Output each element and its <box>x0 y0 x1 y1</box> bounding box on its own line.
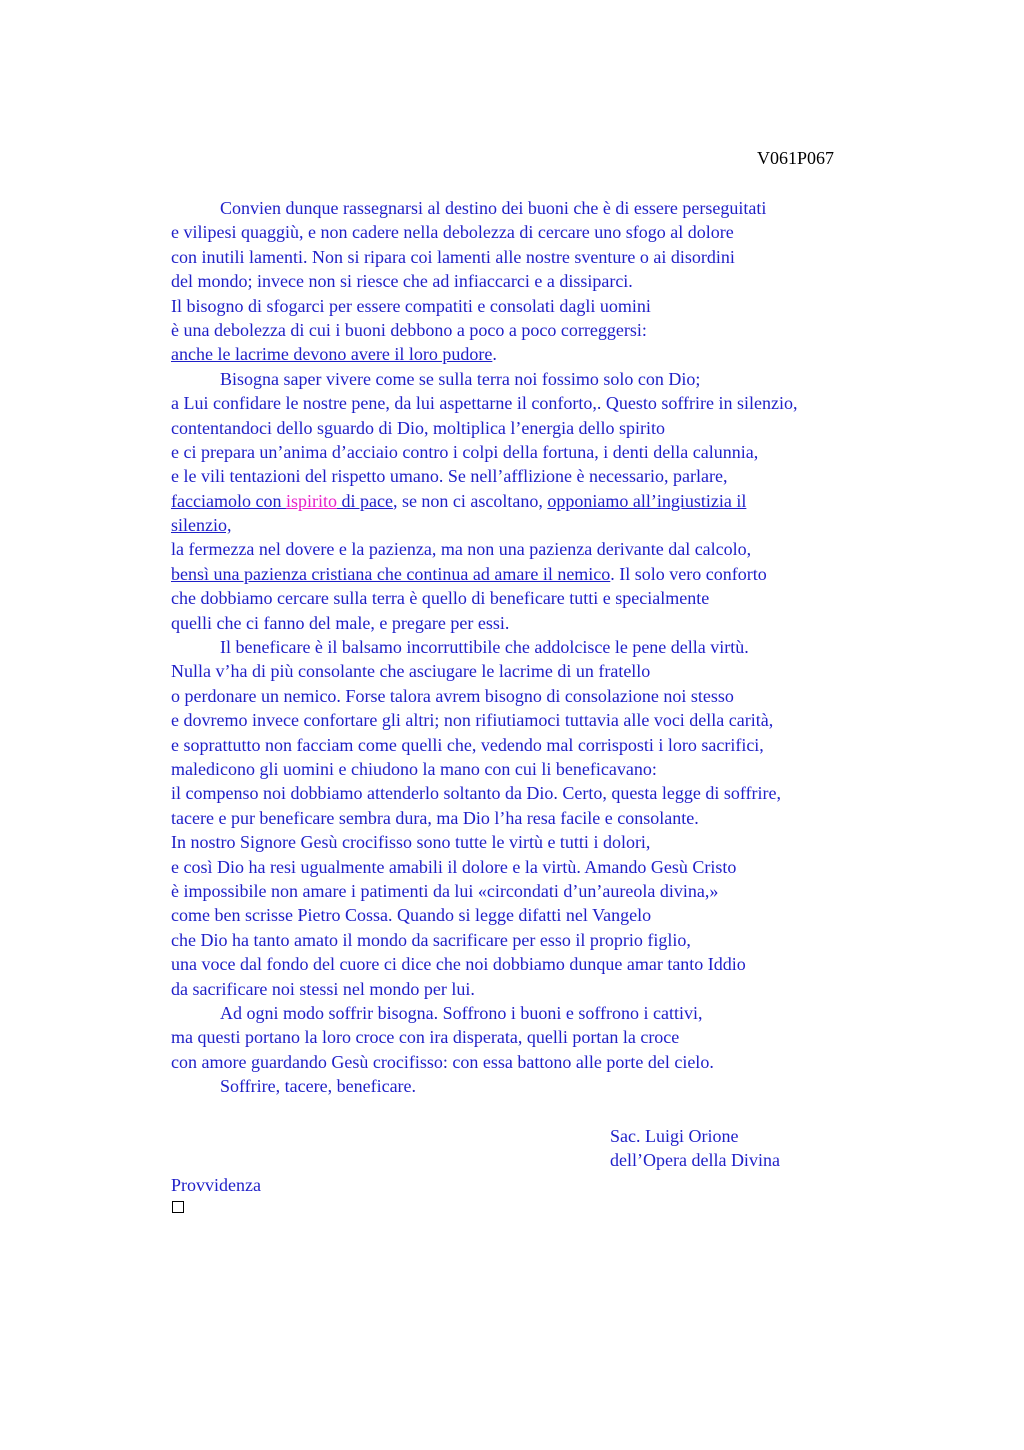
text-line: Il beneficare è il balsamo incorruttibile che addolcisce le pene della virtù. <box>220 637 749 658</box>
underlined-phrase: anche le lacrime devono avere il loro pudore <box>171 344 493 365</box>
signature-continuation: Provvidenza <box>171 1175 261 1195</box>
text-line: e dovremo invece confortare gli altri; non rifiutiamoci tuttavia alle voci della carità, <box>171 710 774 731</box>
underlined-phrase: opponiamo all’ingiustizia il <box>547 490 747 511</box>
text-line: è una debolezza di cui i buoni debbono a poco a poco correggersi: <box>171 319 647 340</box>
text-line <box>171 342 931 366</box>
page-id: V061P067 <box>757 148 835 168</box>
text-line: e le vili tentazioni del rispetto umano. Se nell’afflizione è necessario, parlare, <box>171 466 728 487</box>
text-line: a Lui confidare le nostre pene, da lui aspettarne il conforto,. Questo soffrire in silenzio, <box>171 393 798 414</box>
text-line: Convien dunque rassegnarsi al destino dei buoni che è di essere perseguitati <box>220 198 767 218</box>
text-line: una voce dal fondo del cuore ci dice che noi dobbiamo dunque amar tanto Iddio <box>171 954 746 975</box>
text-line: come ben scrisse Pietro Cossa. Quando si legge difatti nel Vangelo <box>171 905 652 926</box>
signature <box>610 1124 780 1173</box>
text-line: o perdonare un nemico. Forse talora avrem bisogno di consolazione noi stesso <box>171 685 734 706</box>
text-line: con inutili lamenti. Non si ripara coi lamenti alle nostre sventure o ai disordini <box>171 246 735 267</box>
text-line: da sacrificare noi stessi nel mondo per lui. <box>171 978 475 999</box>
text-line: e così Dio ha resi ugualmente amabili il dolore e la virtù. Amando Gesù Cristo <box>171 856 737 877</box>
text-line: quelli che ci fanno del male, e pregare per essi. <box>171 612 510 633</box>
text-line: Soffrire, tacere, beneficare. <box>220 1076 417 1097</box>
underlined-phrase: bensì una pazienza cristiana che continua ad amare il nemico <box>171 563 611 584</box>
text-line: In nostro Signore Gesù crocifisso sono tutte le virtù e tutti i dolori, <box>171 832 651 853</box>
text-line: e soprattutto non facciam come quelli che, vedendo mal corrisposti i loro sacrifici, <box>171 734 764 755</box>
text-line: che Dio ha tanto amato il mondo da sacrificare per esso il proprio figlio, <box>171 929 691 950</box>
text-line: Ad ogni modo soffrir bisogna. Soffrono i buoni e soffrono i cattivi, <box>220 1002 703 1023</box>
highlighted-word: ispirito <box>285 490 337 511</box>
letter-body <box>171 196 931 1098</box>
text-line: e ci prepara un’anima d’acciaio contro i colpi della fortuna, i denti della calunnia, <box>171 441 759 462</box>
text-line <box>171 562 931 586</box>
text-line: Nulla v’ha di più consolante che asciugare le lacrime di un fratello <box>171 661 651 682</box>
text-line: che dobbiamo cercare sulla terra è quello di beneficare tutti e specialmente <box>171 588 710 609</box>
text-segment: . Il solo vero conforto <box>610 563 767 584</box>
text-line <box>171 489 931 513</box>
signature-line: dell’Opera della Divina <box>610 1150 780 1171</box>
text-line: è impossibile non amare i patimenti da lui «circondati d’un’aureola divina,» <box>171 880 719 901</box>
underlined-phrase: di pace <box>336 490 393 511</box>
text-line: tacere e pur beneficare sembra dura, ma Dio l’ha resa facile e consolante. <box>171 807 699 828</box>
square-glyph-icon <box>172 1201 184 1213</box>
text-line: la fermezza nel dovere e la pazienza, ma non una pazienza derivante dal calcolo, <box>171 539 752 560</box>
text-line: Bisogna saper vivere come se sulla terra noi fossimo solo con Dio; <box>220 368 701 389</box>
underlined-phrase: silenzio, <box>171 515 232 536</box>
text-line: e vilipesi quaggiù, e non cadere nella debolezza di cercare uno sfogo al dolore <box>171 222 734 243</box>
text-line: il compenso noi dobbiamo attenderlo soltanto da Dio. Certo, questa legge di soffrire, <box>171 783 782 804</box>
text-line: con amore guardando Gesù crocifisso: con essa battono alle porte del cielo. <box>171 1051 714 1072</box>
text-line: Il bisogno di sfogarci per essere compatiti e consolati dagli uomini <box>171 295 651 316</box>
text-line <box>171 513 931 537</box>
text-line: ma questi portano la loro croce con ira disperata, quelli portan la croce <box>171 1027 680 1048</box>
period: . <box>492 344 497 365</box>
text-line: contentandoci dello sguardo di Dio, moltiplica l’energia dello spirito <box>171 417 666 438</box>
text-segment: , se non ci ascoltano, <box>392 490 548 511</box>
signature-line: Sac. Luigi Orione <box>610 1126 739 1146</box>
text-line: maledicono gli uomini e chiudono la mano con cui li beneficavano: <box>171 758 657 779</box>
text-line: del mondo; invece non si riesce che ad infiaccarci e a dissiparci. <box>171 271 633 292</box>
underlined-phrase: facciamolo con <box>171 490 286 511</box>
